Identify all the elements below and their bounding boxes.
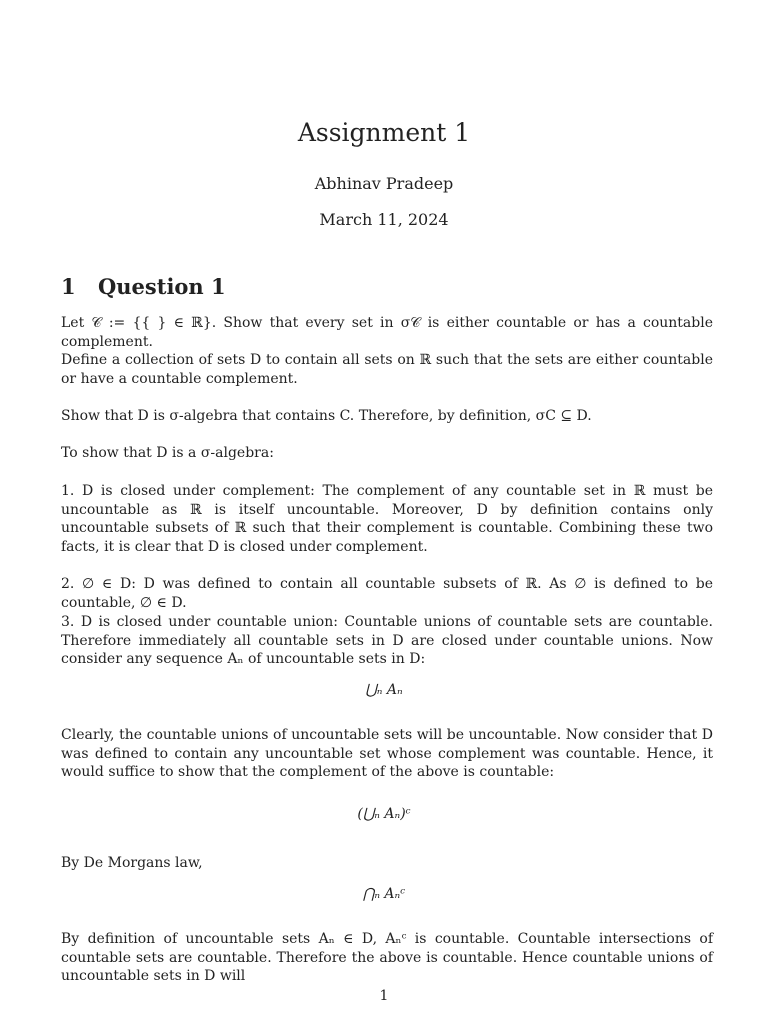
paragraph-closed-under-complement: 1. D is closed under complement: The complement of any countable set in ℝ must be uncountable as ℝ is itself uncountable. Moreover, D by definition contains only uncountable subsets of ℝ such that their complement is countable. Combining these two facts, it is clear that D is closed under complement. xyxy=(61,483,713,555)
document-author: Abhinav Pradeep xyxy=(314,174,454,193)
section-title: Question 1 xyxy=(98,274,226,299)
document-date: March 11, 2024 xyxy=(319,210,449,229)
paragraph-show-sigma-algebra: Show that D is σ-algebra that contains C. Therefore, by definition, σC ⊆ D. xyxy=(61,408,592,424)
paragraph-conclusion: By definition of uncountable sets Aₙ ∈ D, Aₙᶜ is countable. Countable intersections of countable sets are countable. Therefore the above is countable. Hence countable unions of uncountable sets in D will xyxy=(61,931,713,984)
paragraph-de-morgan: By De Morgans law, xyxy=(61,855,203,871)
paragraph-uncountable-unions: Clearly, the countable unions of uncountable sets will be uncountable. Now consider that D was defined to contain any uncountable set whose complement was countable. Hence, it would suffice to show that the complement of the above is countable: xyxy=(61,727,713,780)
paragraph-empty-set: 2. ∅ ∈ D: D was defined to contain all countable subsets of ℝ. As ∅ is defined to be countable, ∅ ∈ D. xyxy=(61,576,713,611)
paragraph-problem-statement: Let 𝒞 := {{ } ∈ ℝ}. Show that every set in σ𝒞 is either countable or has a countable complement. xyxy=(61,315,713,350)
equation-union-complement: (⋃ₙ Aₙ)ᶜ xyxy=(357,806,411,822)
paragraph-to-show: To show that D is a σ-algebra: xyxy=(61,445,274,461)
page-number: 1 xyxy=(379,988,389,1004)
paragraph-define-d: Define a collection of sets D to contain all sets on ℝ such that the sets are either countable or have a countable complement. xyxy=(61,352,713,387)
equation-union: ⋃ₙ Aₙ xyxy=(365,682,403,698)
document-title: Assignment 1 xyxy=(297,118,471,147)
paragraph-closed-under-union: 3. D is closed under countable union: Countable unions of countable sets are countable. Therefore immediately all countable sets in D are closed under countable unions. Now consider any sequence Aₙ of uncountable sets in D: xyxy=(61,614,713,667)
section-heading xyxy=(61,274,226,299)
section-number: 1 xyxy=(61,274,76,299)
equation-intersection-complements: ⋂ₙ Aₙᶜ xyxy=(362,886,406,902)
